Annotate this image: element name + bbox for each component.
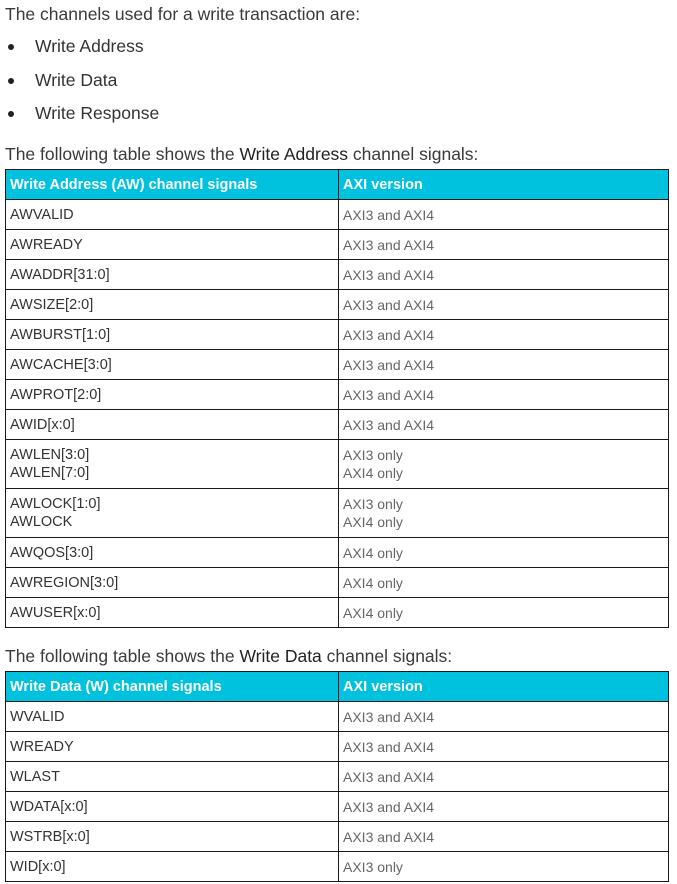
table-row [6, 702, 669, 732]
aw-table-caption [5, 143, 478, 165]
bullet-icon [8, 78, 14, 84]
table-row [6, 440, 669, 489]
version-cell [339, 732, 669, 762]
table-header-row [6, 672, 669, 702]
signal-cell [6, 702, 339, 732]
caption-text: channel signals: [348, 144, 479, 164]
signal-name: WVALID [10, 708, 65, 725]
caption-text: The following table shows the [5, 646, 240, 666]
version-text: AXI3 and AXI4 [343, 236, 435, 253]
version-text: AXI3 and AXI4 [343, 386, 435, 403]
version-cell [339, 260, 669, 290]
w-signals-table [5, 671, 669, 882]
version-cell [339, 598, 669, 628]
version-text: AXI3 and AXI4 [343, 768, 435, 785]
version-text: AXI3 and AXI4 [343, 798, 435, 815]
table-row [6, 410, 669, 440]
signal-cell [6, 320, 339, 350]
signal-cell [6, 200, 339, 230]
table-row [6, 822, 669, 852]
w-table-caption [5, 645, 452, 667]
signal-name: AWID[x:0] [10, 416, 75, 433]
version-text: AXI4 only [343, 604, 403, 621]
bullet-icon [8, 111, 14, 117]
aw-signals-table [5, 169, 669, 628]
signal-name: AWSIZE[2:0] [10, 296, 94, 313]
version-text: AXI3 and AXI4 [343, 356, 435, 373]
version-text: AXI3 only [343, 447, 403, 463]
table-row [6, 350, 669, 380]
version-text: AXI3 and AXI4 [343, 206, 435, 223]
table-row [6, 290, 669, 320]
version-cell [339, 762, 669, 792]
signal-name: AWLOCK[1:0] [10, 496, 101, 512]
version-text: AXI3 and AXI4 [343, 828, 435, 845]
version-text: AXI3 and AXI4 [343, 266, 435, 283]
table-body [6, 702, 669, 882]
version-text: AXI4 only [343, 544, 403, 561]
signal-cell [6, 762, 339, 792]
version-text: AXI4 only [343, 514, 403, 530]
table-row [6, 732, 669, 762]
column-header: Write Data (W) channel signals [6, 672, 339, 702]
table-row [6, 260, 669, 290]
version-cell [339, 440, 669, 489]
channel-label: Write Data [35, 69, 118, 90]
signal-cell [6, 598, 339, 628]
signal-name: WID[x:0] [10, 858, 66, 875]
signal-cell [6, 538, 339, 568]
version-cell [339, 852, 669, 882]
signal-cell [6, 290, 339, 320]
signal-name: WSTRB[x:0] [10, 828, 90, 845]
signal-name: AWQOS[3:0] [10, 544, 94, 561]
table-row [6, 852, 669, 882]
column-header: AXI version [339, 170, 669, 200]
signal-name: AWLEN[3:0] [10, 447, 90, 463]
signal-cell [6, 260, 339, 290]
table-row [6, 762, 669, 792]
version-cell [339, 290, 669, 320]
channel-label: Write Response [35, 103, 160, 123]
table-row [6, 320, 669, 350]
table-row [6, 568, 669, 598]
caption-text: The following table shows the [5, 144, 240, 164]
version-text: AXI4 only [343, 465, 403, 481]
signal-cell [6, 410, 339, 440]
table-body [6, 200, 669, 628]
table-row [6, 489, 669, 538]
signal-name: AWUSER[x:0] [10, 604, 101, 621]
signal-name: WLAST [10, 768, 60, 785]
version-cell [339, 230, 669, 260]
version-cell [339, 568, 669, 598]
signal-name: AWADDR[31:0] [10, 266, 110, 283]
signal-name: AWCACHE[3:0] [10, 356, 112, 373]
version-text: AXI3 and AXI4 [343, 738, 435, 755]
version-cell [339, 350, 669, 380]
signal-name: AWREADY [10, 236, 83, 253]
caption-emphasis: Write Data [239, 646, 322, 666]
signal-cell [6, 380, 339, 410]
signal-name: AWLEN[7:0] [10, 465, 90, 481]
table-row [6, 792, 669, 822]
version-text: AXI3 and AXI4 [343, 416, 435, 433]
caption-text: channel signals: [321, 646, 453, 666]
signal-cell [6, 230, 339, 260]
signal-cell [6, 852, 339, 882]
version-cell [339, 200, 669, 230]
intro-text: The channels used for a write transaction are: [5, 4, 361, 24]
table-row [6, 200, 669, 230]
version-cell [339, 489, 669, 538]
version-cell [339, 822, 669, 852]
signal-name: WDATA[x:0] [10, 798, 88, 815]
signal-cell [6, 792, 339, 822]
version-text: AXI3 and AXI4 [343, 326, 435, 343]
version-cell [339, 792, 669, 822]
column-header: AXI version [339, 672, 669, 702]
signal-name: AWBURST[1:0] [10, 326, 111, 343]
signal-cell [6, 350, 339, 380]
version-cell [339, 538, 669, 568]
version-text: AXI3 and AXI4 [343, 708, 435, 725]
signal-name: AWREGION[3:0] [10, 574, 119, 591]
signal-name: AWLOCK [10, 514, 73, 530]
version-text: AXI3 only [343, 858, 403, 875]
bullet-icon [8, 44, 14, 50]
signal-cell [6, 568, 339, 598]
signal-cell [6, 732, 339, 762]
table-row [6, 538, 669, 568]
signal-cell [6, 822, 339, 852]
version-text: AXI3 and AXI4 [343, 296, 435, 313]
column-header: Write Address (AW) channel signals [6, 170, 339, 200]
version-text: AXI4 only [343, 574, 403, 591]
signal-cell [6, 489, 339, 538]
signal-name: WREADY [10, 738, 74, 755]
signal-cell [6, 440, 339, 489]
version-cell [339, 320, 669, 350]
caption-emphasis: Write Address [239, 144, 349, 164]
table-row [6, 230, 669, 260]
signal-name: AWPROT[2:0] [10, 386, 102, 403]
version-text: AXI3 only [343, 496, 403, 512]
version-cell [339, 380, 669, 410]
table-row [6, 380, 669, 410]
signal-name: AWVALID [10, 206, 74, 223]
table-header-row [6, 170, 669, 200]
table-row [6, 598, 669, 628]
version-cell [339, 702, 669, 732]
channel-label: Write Address [35, 36, 144, 56]
version-cell [339, 410, 669, 440]
